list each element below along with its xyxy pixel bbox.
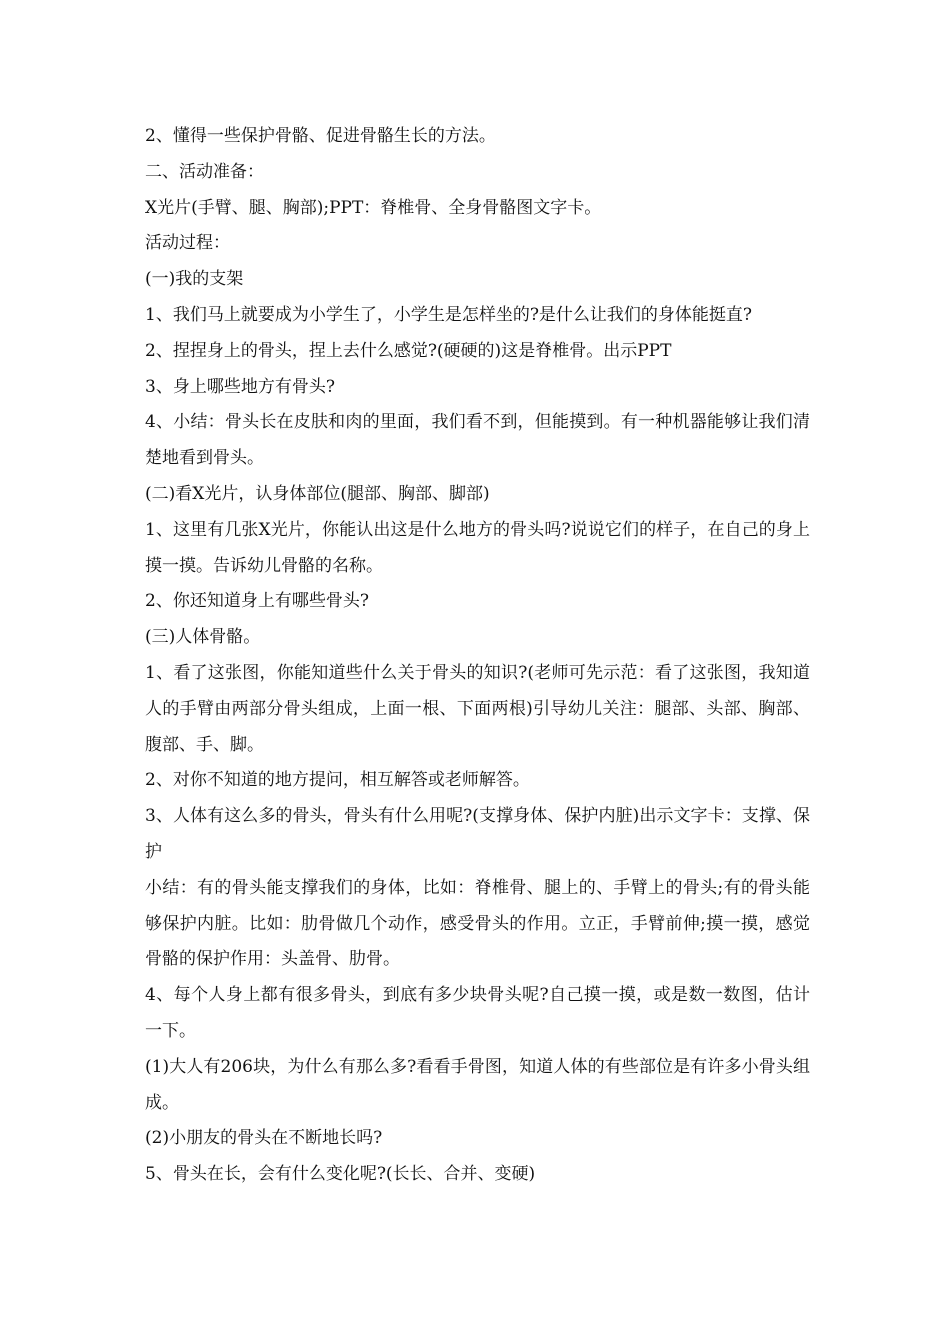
paragraph-step: 5、骨头在长，会有什么变化呢?(长长、合并、变硬) [145, 1164, 536, 1185]
paragraph-step: 1、这里有几张X光片，你能认出这是什么地方的骨头吗?说说它们的样子，在自己的身上摸一摸。告诉幼儿骨骼的名称。 [145, 519, 810, 576]
section-heading-2: (二)看X光片，认身体部位(腿部、胸部、脚部) [145, 483, 490, 504]
paragraph-step: 4、每个人身上都有很多骨头，到底有多少块骨头呢?自己摸一摸，或是数一数图，估计一下。 [145, 985, 810, 1041]
paragraph-step: 3、人体有这么多的骨头，骨头有什么用呢?(支撑身体、保护内脏)出示文字卡：支撑、保护 [145, 806, 810, 862]
paragraph-step: 1、看了这张图，你能知道些什么关于骨头的知识?(老师可先示范：看了这张图，我知道人的手臂由两部分骨头组成，上面一根、下面两根)引导幼儿关注：腿部、头部、胸部、腹部、手、脚。 [145, 662, 810, 755]
paragraph-goal-2: 2、懂得一些保护骨骼、促进骨骼生长的方法。 [145, 126, 496, 146]
section-heading-1: (一)我的支架 [145, 269, 244, 290]
paragraph-substep: (2)小朋友的骨头在不断地长吗? [145, 1128, 383, 1149]
section-heading-3: (三)人体骨骼。 [145, 627, 261, 648]
paragraph-materials: X光片(手臂、腿、胸部);PPT：脊椎骨、全身骨骼图文字卡。 [145, 197, 602, 218]
paragraph-substep: (1)大人有206块，为什么有那么多?看看手骨图，知道人体的有些部位是有许多小骨头组成。 [145, 1056, 810, 1113]
paragraph-step: 2、捏捏身上的骨头，捏上去什么感觉?(硬硬的)这是脊椎骨。出示PPT [145, 340, 672, 361]
heading-activity-preparation: 二、活动准备： [145, 161, 264, 182]
paragraph-summary: 4、小结：骨头长在皮肤和肉的里面，我们看不到，但能摸到。有一种机器能够让我们清楚地看到骨头。 [145, 412, 810, 469]
paragraph-summary: 小结：有的骨头能支撑我们的身体，比如：脊椎骨、腿上的、手臂上的骨头;有的骨头能够保护内脏。比如：肋骨做几个动作，感受骨头的作用。立正，手臂前伸;摸一摸，感觉骨骼的保护作用：头盖骨、肋骨。 [145, 877, 810, 970]
document-body [145, 119, 810, 1193]
heading-activity-process: 活动过程： [145, 233, 230, 254]
paragraph-step: 1、我们马上就要成为小学生了，小学生是怎样坐的?是什么让我们的身体能挺直? [145, 304, 753, 325]
paragraph-step: 3、身上哪些地方有骨头? [145, 376, 335, 397]
paragraph-step: 2、你还知道身上有哪些骨头? [145, 591, 369, 612]
paragraph-step: 2、对你不知道的地方提问，相互解答或老师解答。 [145, 770, 530, 791]
